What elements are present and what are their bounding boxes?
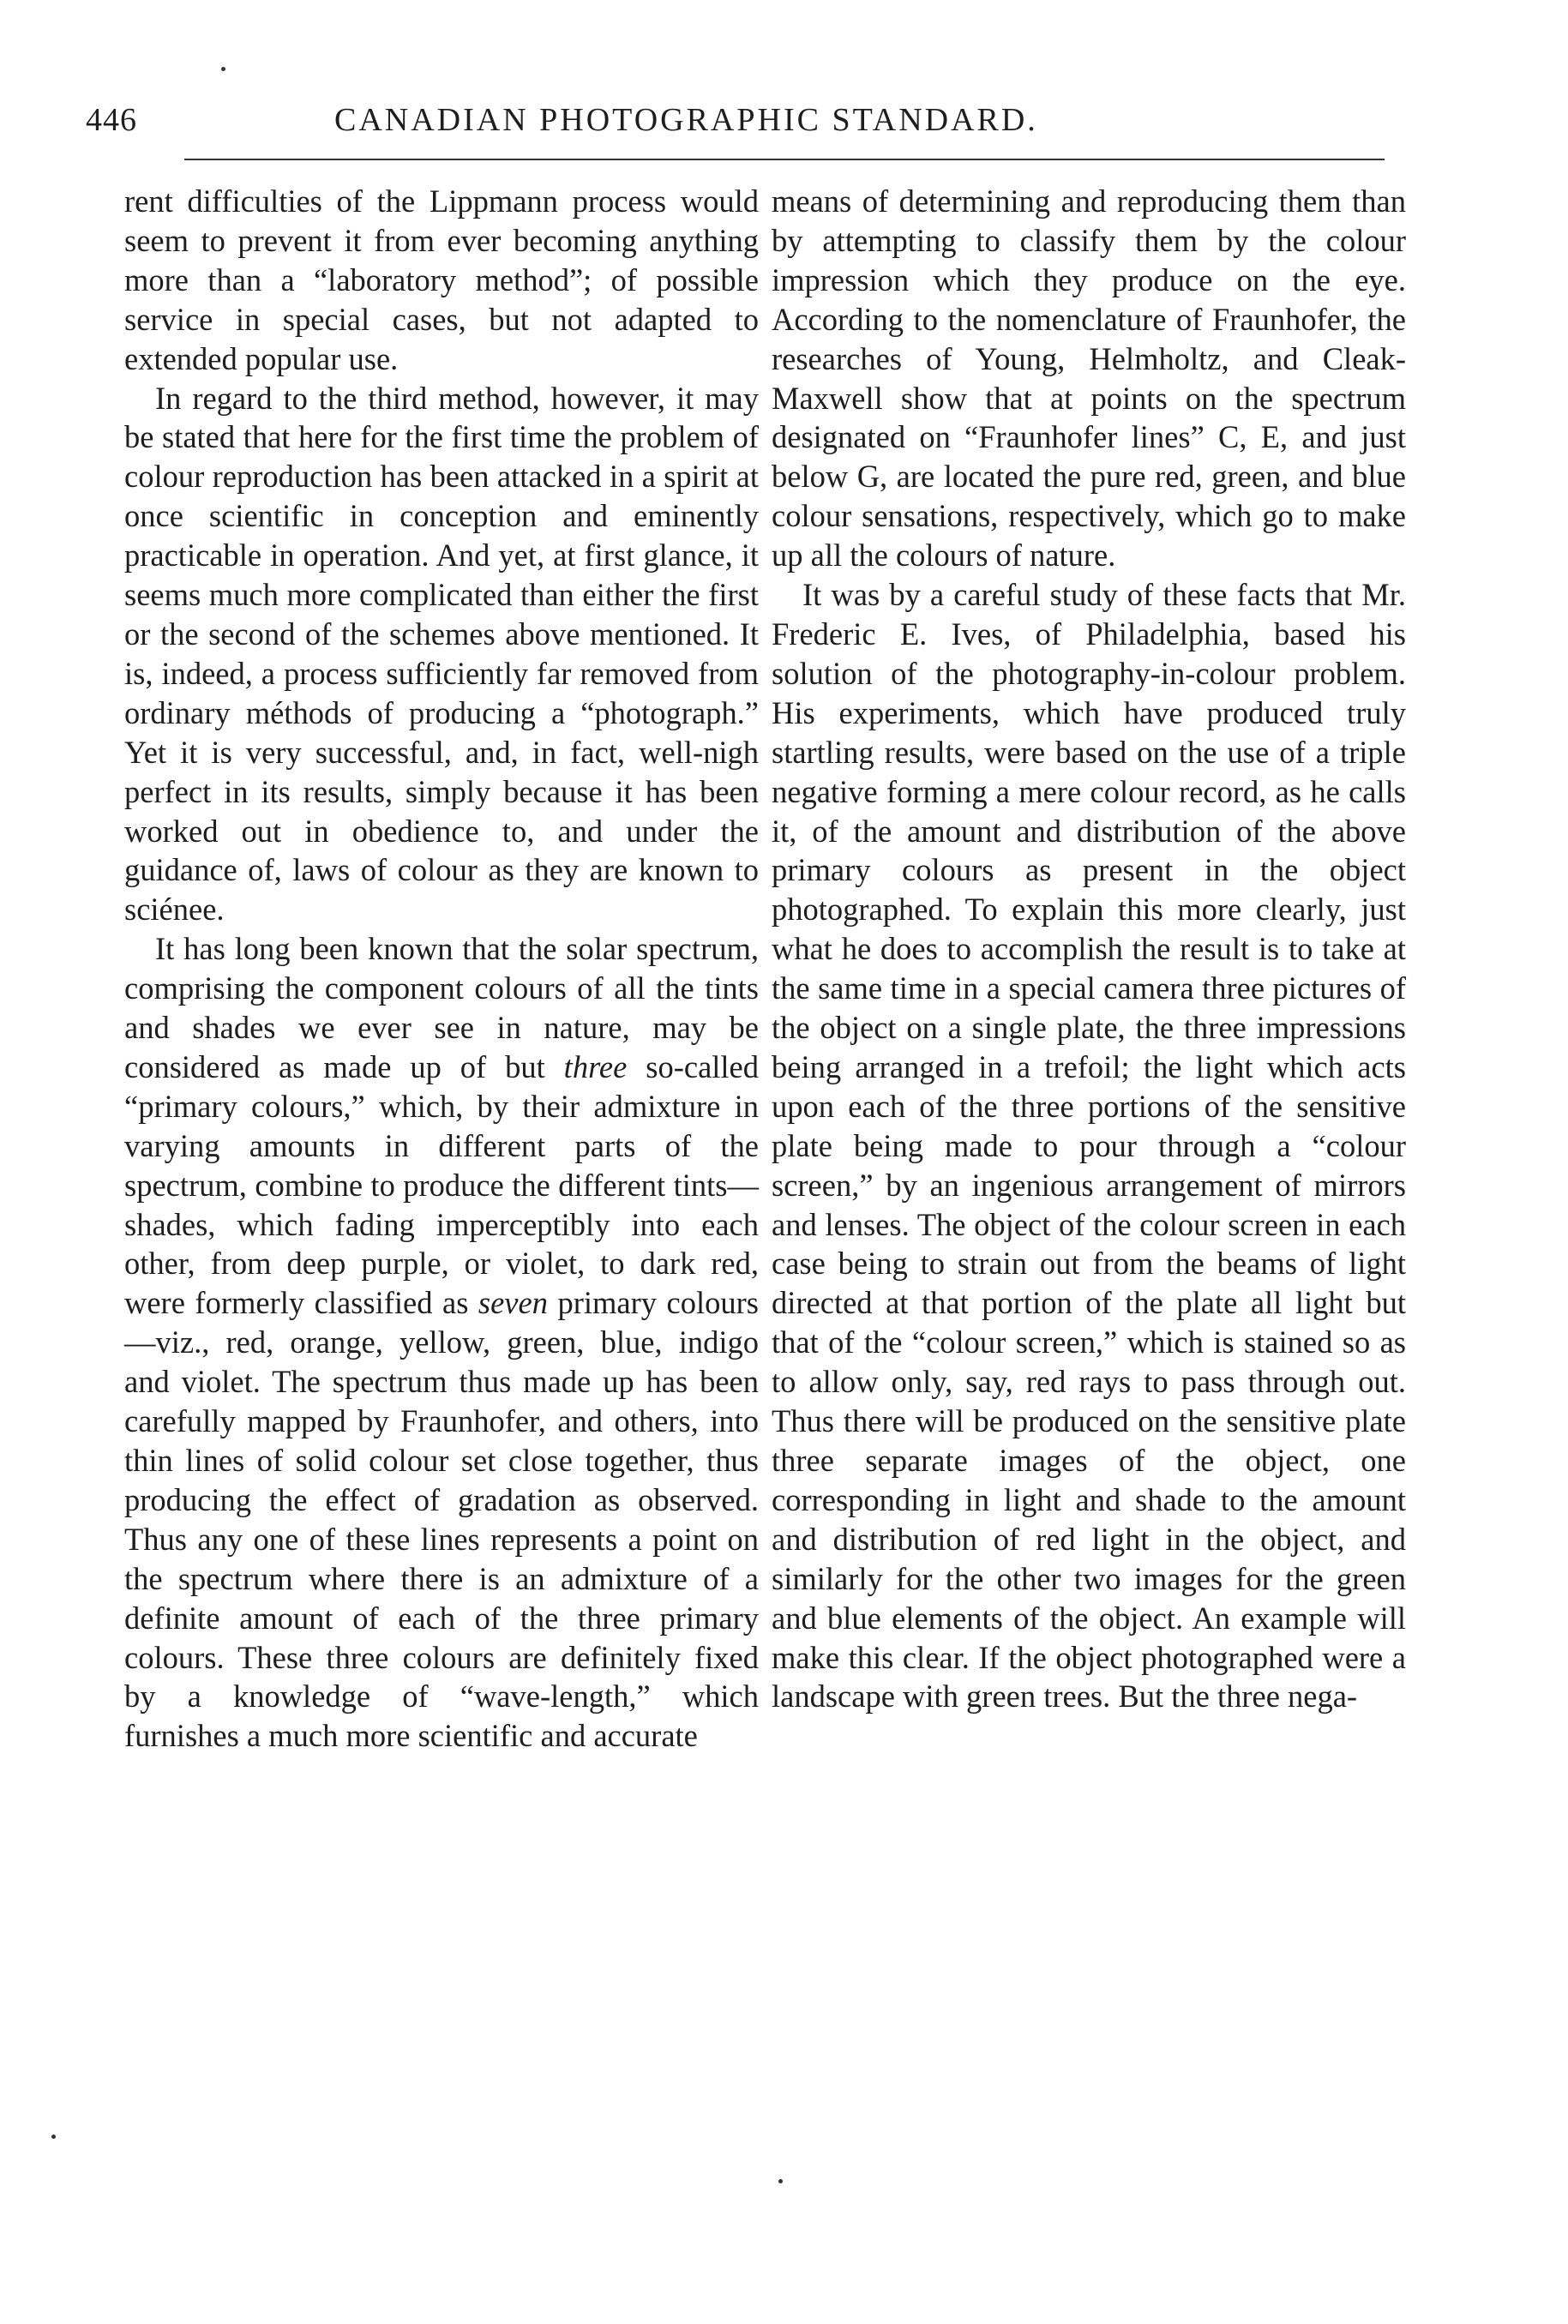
right-column	[772, 182, 1406, 1716]
paragraph: In regard to the third method, however, it may be stated that here for the first time the problem of colour reproduction has been attacked in a spirit at once scientific in conception and eminently practicable in operation. And yet, at first glance, it seems much more complicated than either the first or the second of the schemes above mentioned. It is, indeed, a process sufficiently far removed from ordinary méthods of producing a “photograph.” Yet it is very successful, and, in fact, well-nigh perfect in its results, simply because it has been worked out in obedience to, and under the guidance of, laws of colour as they are known to sciénee.	[124, 380, 759, 928]
page-header	[86, 101, 1389, 161]
ink-speck	[778, 2179, 783, 2183]
page-number: 446	[86, 102, 137, 138]
text-run: so-called “primary colours,” which, by their admixture in varying amounts in different parts of the spectrum, combine to produce the different tints—shades, which fading imperceptibly into each other, from deep purple, or violet, to dark red, were formerly classified as	[124, 1048, 759, 1321]
text-run: It has long been known that the solar spectrum, comprising the component colours of all the tints and shades we ever see in nature, may be considered as made up of but	[124, 931, 759, 1084]
paragraph	[124, 929, 759, 1756]
running-title: CANADIAN PHOTOGRAPHIC STANDARD.	[334, 102, 1038, 138]
text-run: primary colours—viz., red, orange, yellow, green, blue, indigo and violet. The spectrum thus made up has been carefully mapped by Fraunhofer, and others, into thin lines of solid colour set close together, thus producing the effect of gradation as observed. Thus any one of these lines represents a point on the spectrum where there is an admixture of a definite amount of each of the three primary colours. These three colours are definitely fixed by a knowledge of “wave-length,” which furnishes a much more scientific and accurate	[124, 1285, 759, 1754]
paragraph-continued: means of determining and reproducing them than by attempting to classify them by the colour impression which they produce on the eye. According to the nomenclature of Fraunhofer, the researches of Young, Helmholtz, and Cleak-Maxwell show that at points on the spectrum designated on “Fraunhofer lines” C, E, and just below G, are located the pure red, green, and blue colour sensations, respectively, which go to make up all the colours of nature.	[772, 183, 1406, 573]
header-rule	[184, 159, 1385, 160]
paragraph-continued: rent difficulties of the Lippmann process would seem to prevent it from ever becoming anything more than a “laboratory method”; of possible service in special cases, but not adapted to extended popular use.	[124, 183, 759, 376]
paragraph: It was by a careful study of these facts that Mr. Frederic E. Ives, of Philadelphia, based his solution of the photography-in-colour problem. His experiments, which have produced truly startling results, were based on the use of a triple negative forming a mere colour record, as he calls it, of the amount and distribution of the above primary colours as present in the object photographed. To explain this more clearly, just what he does to accomplish the result is to take at the same time in a special camera three pictures of the object on a single plate, the three impressions being arranged in a trefoil; the light which acts upon each of the three portions of the sensitive plate being made to pour through a “colour screen,” by an ingenious arrangement of mirrors and lenses. The object of the colour screen in each case being to strain out from the beams of light directed at that portion of the plate all light but that of the “colour screen,” which is stained so as to allow only, say, red rays to pass through out. Thus there will be produced on the sensitive plate three separate images of the object, one corresponding in light and shade to the amount and distribution of red light in the object, and similarly for the other two images for the green and blue elements of the object. An example will make this clear. If the object photographed were a landscape with green trees. But the three nega-	[772, 577, 1406, 1714]
emphasis: three	[563, 1048, 628, 1084]
left-column	[124, 182, 759, 1756]
ink-speck	[51, 2135, 56, 2139]
ink-speck	[221, 67, 225, 71]
emphasis: seven	[478, 1285, 548, 1321]
